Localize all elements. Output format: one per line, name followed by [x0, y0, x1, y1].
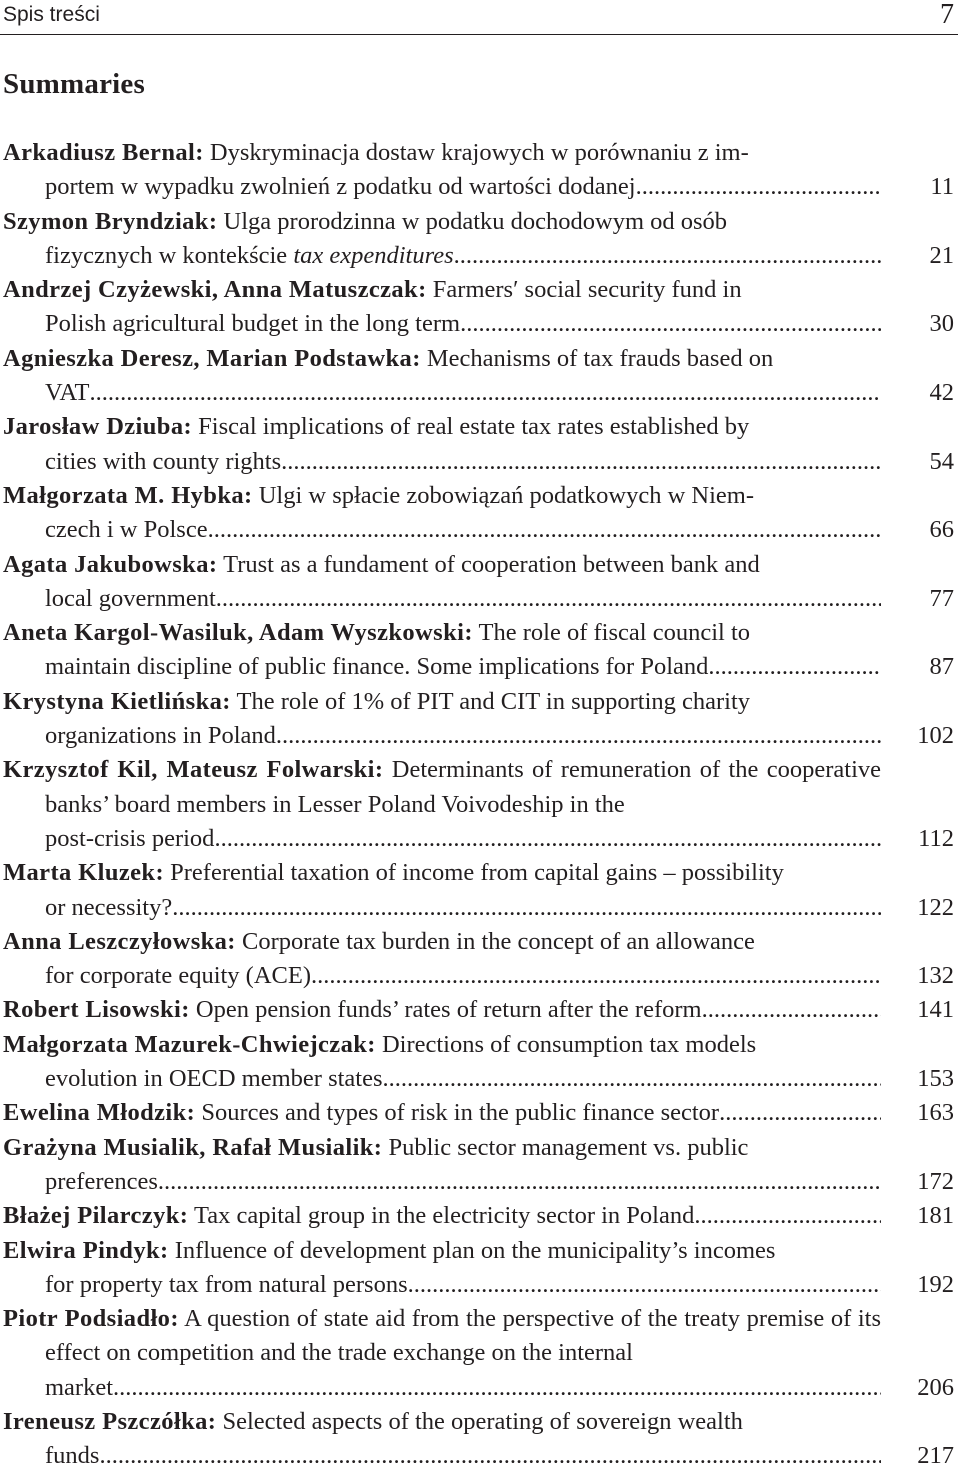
dot-leader	[383, 1062, 882, 1096]
toc-entry-title-end: funds	[45, 1442, 100, 1470]
dot-leader	[99, 1439, 881, 1473]
toc-entry-title-end	[45, 239, 454, 273]
toc-entry-text	[3, 753, 881, 856]
toc-entry-page: 21	[929, 241, 954, 269]
dot-leader	[214, 822, 881, 856]
toc-entry-text	[3, 205, 881, 274]
toc-entry-last-line	[45, 1062, 881, 1096]
toc-entry-title: Influence of development plan on the municipality’s incomes	[168, 1236, 776, 1264]
toc-entry-authors: Aneta Kargol-Wasiluk, Adam Wyszkowski:	[3, 619, 473, 647]
toc-entry-text	[3, 410, 881, 479]
dot-leader	[702, 993, 881, 1027]
table-of-contents	[3, 136, 958, 1474]
toc-entry-line	[3, 1096, 719, 1130]
toc-entry-page: 54	[929, 447, 954, 475]
toc-entry	[3, 1199, 958, 1233]
toc-entry-page: 42	[929, 379, 954, 407]
toc-entry-title-end: post-crisis period	[45, 824, 215, 852]
toc-entry-page: 153	[917, 1065, 954, 1093]
toc-entry-title-end: market	[45, 1373, 114, 1401]
toc-entry-authors: Marta Kluzek:	[3, 859, 165, 887]
toc-entry-text	[3, 1302, 881, 1405]
toc-entry-title: Mechanisms of tax frauds based on	[420, 344, 774, 372]
toc-entry-title: Directions of consumption tax models	[375, 1030, 757, 1058]
toc-entry-authors: Krystyna Kietlińska:	[3, 687, 231, 715]
toc-entry-authors: Anna Leszczyłowska:	[3, 927, 236, 955]
toc-entry-last-line	[45, 891, 881, 925]
toc-entry-last-line	[45, 1165, 881, 1199]
toc-entry-title-end: preferences	[45, 1167, 158, 1195]
toc-entry-text	[3, 342, 881, 411]
toc-entry-page: 77	[929, 584, 954, 612]
toc-entry	[3, 685, 958, 754]
toc-entry-title-end: or necessity?	[45, 893, 173, 921]
toc-entry-title: Trust as a fundament of cooperation between bank and	[217, 550, 760, 578]
toc-entry-text	[3, 1405, 881, 1474]
toc-entry-last-line	[45, 1268, 881, 1302]
toc-entry-page: 87	[929, 653, 954, 681]
toc-entry-text	[3, 1199, 881, 1233]
toc-entry-last-line	[45, 822, 881, 856]
dot-leader	[208, 513, 881, 547]
toc-entry-last-line	[45, 582, 881, 616]
toc-entry-text	[3, 856, 881, 925]
dot-leader	[636, 170, 881, 204]
toc-entry	[3, 479, 958, 548]
toc-entry-title-end: czech i w Polsce	[45, 516, 208, 544]
toc-entry	[3, 1028, 958, 1097]
toc-entry	[3, 1405, 958, 1474]
toc-entry-text	[3, 993, 881, 1027]
dot-leader	[708, 650, 881, 684]
toc-entry-line	[3, 993, 702, 1027]
toc-entry-title-end: VAT	[45, 379, 90, 407]
toc-entry-page: 163	[917, 1099, 954, 1127]
toc-entry-last-line	[45, 1371, 881, 1405]
toc-entry-title: The role of fiscal council to	[472, 619, 750, 647]
toc-entry-authors: Robert Lisowski:	[3, 996, 190, 1024]
dot-leader	[281, 445, 881, 479]
dot-leader	[172, 891, 881, 925]
toc-entry-last-line	[45, 650, 881, 684]
toc-entry-title-end: organizations in Poland	[45, 722, 276, 750]
toc-entry-authors: Agata Jakubowska:	[3, 550, 218, 578]
dot-leader	[113, 1371, 881, 1405]
toc-entry-authors: Małgorzata Mazurek-Chwiejczak:	[3, 1030, 376, 1058]
toc-entry-title-end: maintain discipline of public finance. Some implications for Poland	[45, 653, 709, 681]
dot-leader	[719, 1096, 881, 1130]
toc-entry-authors: Ireneusz Pszczółka:	[3, 1407, 217, 1435]
toc-entry	[3, 993, 958, 1027]
toc-entry-last-line	[45, 959, 881, 993]
toc-entry-last-line	[45, 307, 881, 341]
dot-leader	[454, 239, 881, 273]
toc-entry-authors: Grażyna Musialik, Rafał Musialik:	[3, 1133, 383, 1161]
toc-entry-authors: Arkadiusz Bernal:	[3, 139, 204, 166]
toc-entry-last-line	[3, 1096, 881, 1130]
dot-leader	[158, 1165, 881, 1199]
toc-entry	[3, 205, 958, 274]
toc-entry-text	[3, 136, 881, 205]
toc-entry-last-line	[45, 1439, 881, 1473]
dot-leader	[460, 307, 881, 341]
toc-entry-text	[3, 548, 881, 617]
toc-entry-text	[3, 479, 881, 548]
toc-entry-page: 192	[917, 1270, 954, 1298]
toc-entry	[3, 342, 958, 411]
toc-entry-text	[3, 616, 881, 685]
toc-entry-title: A question of state aid from the perspective of the treaty premise of its effect on competition and the trade exchange on the internal	[45, 1305, 881, 1367]
toc-entry-text	[3, 1096, 881, 1130]
running-header-title: Spis treści	[3, 3, 100, 26]
toc-entry-title: Tax capital group in the electricity sector in Poland	[188, 1202, 695, 1230]
toc-entry-title: The role of 1% of PIT and CIT in supporting charity	[230, 687, 751, 715]
toc-entry-title: Determinants of remuneration of the cooperative banks’ board members in Lesser Poland Voivodeship in the	[45, 756, 881, 818]
toc-entry-authors: Ewelina Młodzik:	[3, 1099, 196, 1127]
running-header	[0, 0, 958, 35]
toc-entry-text	[3, 1234, 881, 1303]
toc-entry-last-line	[45, 445, 881, 479]
toc-entry-title-end: cities with county rights	[45, 447, 282, 475]
toc-entry-title: Farmers′ social security fund in	[426, 276, 742, 304]
toc-entry	[3, 616, 958, 685]
toc-entry-title: Ulga prorodzinna w podatku dochodowym od osób	[217, 207, 728, 235]
toc-entry-title: Ulgi w spłacie zobowiązań podatkowych w Niem-	[252, 481, 754, 509]
toc-entry-last-line	[3, 993, 881, 1027]
dot-leader	[694, 1199, 881, 1233]
toc-entry-title-end: for corporate equity (ACE)	[45, 962, 311, 990]
toc-entry-page: 11	[930, 173, 954, 201]
toc-entry-text	[3, 1028, 881, 1097]
toc-entry-authors: Jarosław Dziuba:	[3, 413, 193, 441]
toc-entry-page: 112	[918, 824, 954, 852]
toc-entry-page: 217	[917, 1442, 954, 1470]
toc-entry	[3, 1302, 958, 1405]
toc-entry-text	[3, 925, 881, 994]
dot-leader	[408, 1268, 881, 1302]
toc-entry	[3, 856, 958, 925]
toc-entry-last-line	[45, 170, 881, 204]
dot-leader	[89, 376, 881, 410]
toc-entry-page: 181	[917, 1202, 954, 1230]
toc-entry-last-line	[3, 1199, 881, 1233]
toc-entry	[3, 1234, 958, 1303]
toc-entry-page: 30	[929, 310, 954, 338]
toc-entry-title: Preferential taxation of income from capital gains – possibility	[164, 859, 784, 887]
toc-entry-page: 172	[917, 1167, 954, 1195]
toc-entry-authors: Andrzej Czyżewski, Anna Matuszczak:	[3, 276, 427, 304]
toc-entry-page: 66	[929, 516, 954, 544]
toc-entry-text	[3, 1131, 881, 1200]
toc-entry-title-italic: tax expenditures	[293, 241, 454, 269]
toc-entry-authors: Błażej Pilarczyk:	[3, 1202, 189, 1230]
dot-leader	[311, 959, 881, 993]
toc-entry-title-end: for property tax from natural persons	[45, 1270, 408, 1298]
toc-entry	[3, 925, 958, 994]
toc-entry-title-end: evolution in OECD member states	[45, 1065, 383, 1093]
toc-entry-authors: Agnieszka Deresz, Marian Podstawka:	[3, 344, 421, 372]
toc-entry-title: Corporate tax burden in the concept of an allowance	[235, 927, 755, 955]
toc-entry-title: Public sector management vs. public	[382, 1133, 749, 1161]
toc-entry-page: 132	[917, 962, 954, 990]
dot-leader	[216, 582, 881, 616]
toc-entry	[3, 410, 958, 479]
section-title: Summaries	[3, 68, 145, 100]
toc-entry-last-line	[45, 719, 881, 753]
toc-entry-page: 206	[917, 1373, 954, 1401]
toc-entry	[3, 753, 958, 856]
toc-entry-last-line	[45, 513, 881, 547]
toc-entry-authors: Małgorzata M. Hybka:	[3, 481, 253, 509]
toc-entry-authors: Elwira Pindyk:	[3, 1236, 169, 1264]
toc-entry	[3, 1131, 958, 1200]
toc-entry	[3, 1096, 958, 1130]
toc-entry-text	[3, 685, 881, 754]
toc-entry-authors: Szymon Bryndziak:	[3, 207, 218, 235]
toc-entry	[3, 548, 958, 617]
toc-entry-title: Selected aspects of the operating of sovereign wealth	[216, 1407, 743, 1435]
toc-entry-page: 141	[917, 996, 954, 1024]
toc-entry-page: 102	[917, 722, 954, 750]
toc-entry-title-end: portem w wypadku zwolnień z podatku od wartości dodanej	[45, 173, 636, 201]
toc-entry-title: Sources and types of risk in the public finance sector	[195, 1099, 720, 1127]
toc-entry-title: Dyskryminacja dostaw krajowych w porównaniu z im-	[203, 139, 749, 166]
toc-entry-title-end: Polish agricultural budget in the long term	[45, 310, 461, 338]
toc-entry-title: Fiscal implications of real estate tax rates established by	[192, 413, 750, 441]
toc-entry-last-line	[45, 239, 881, 273]
toc-entry-last-line	[45, 376, 881, 410]
toc-entry-title-end: local government	[45, 584, 216, 612]
toc-entry	[3, 273, 958, 342]
toc-entry-title: Open pension funds’ rates of return after the reform	[189, 996, 702, 1024]
dot-leader	[276, 719, 881, 753]
toc-entry-title-part: fizycznych w kontekście	[45, 241, 294, 269]
toc-entry-authors: Piotr Podsiadło:	[3, 1305, 179, 1333]
toc-entry-text	[3, 273, 881, 342]
toc-entry	[3, 136, 958, 205]
toc-entry-line	[3, 1199, 694, 1233]
toc-entry-page: 122	[917, 893, 954, 921]
page-number: 7	[940, 0, 954, 30]
toc-entry-authors: Krzysztof Kil, Mateusz Folwarski:	[3, 756, 384, 784]
